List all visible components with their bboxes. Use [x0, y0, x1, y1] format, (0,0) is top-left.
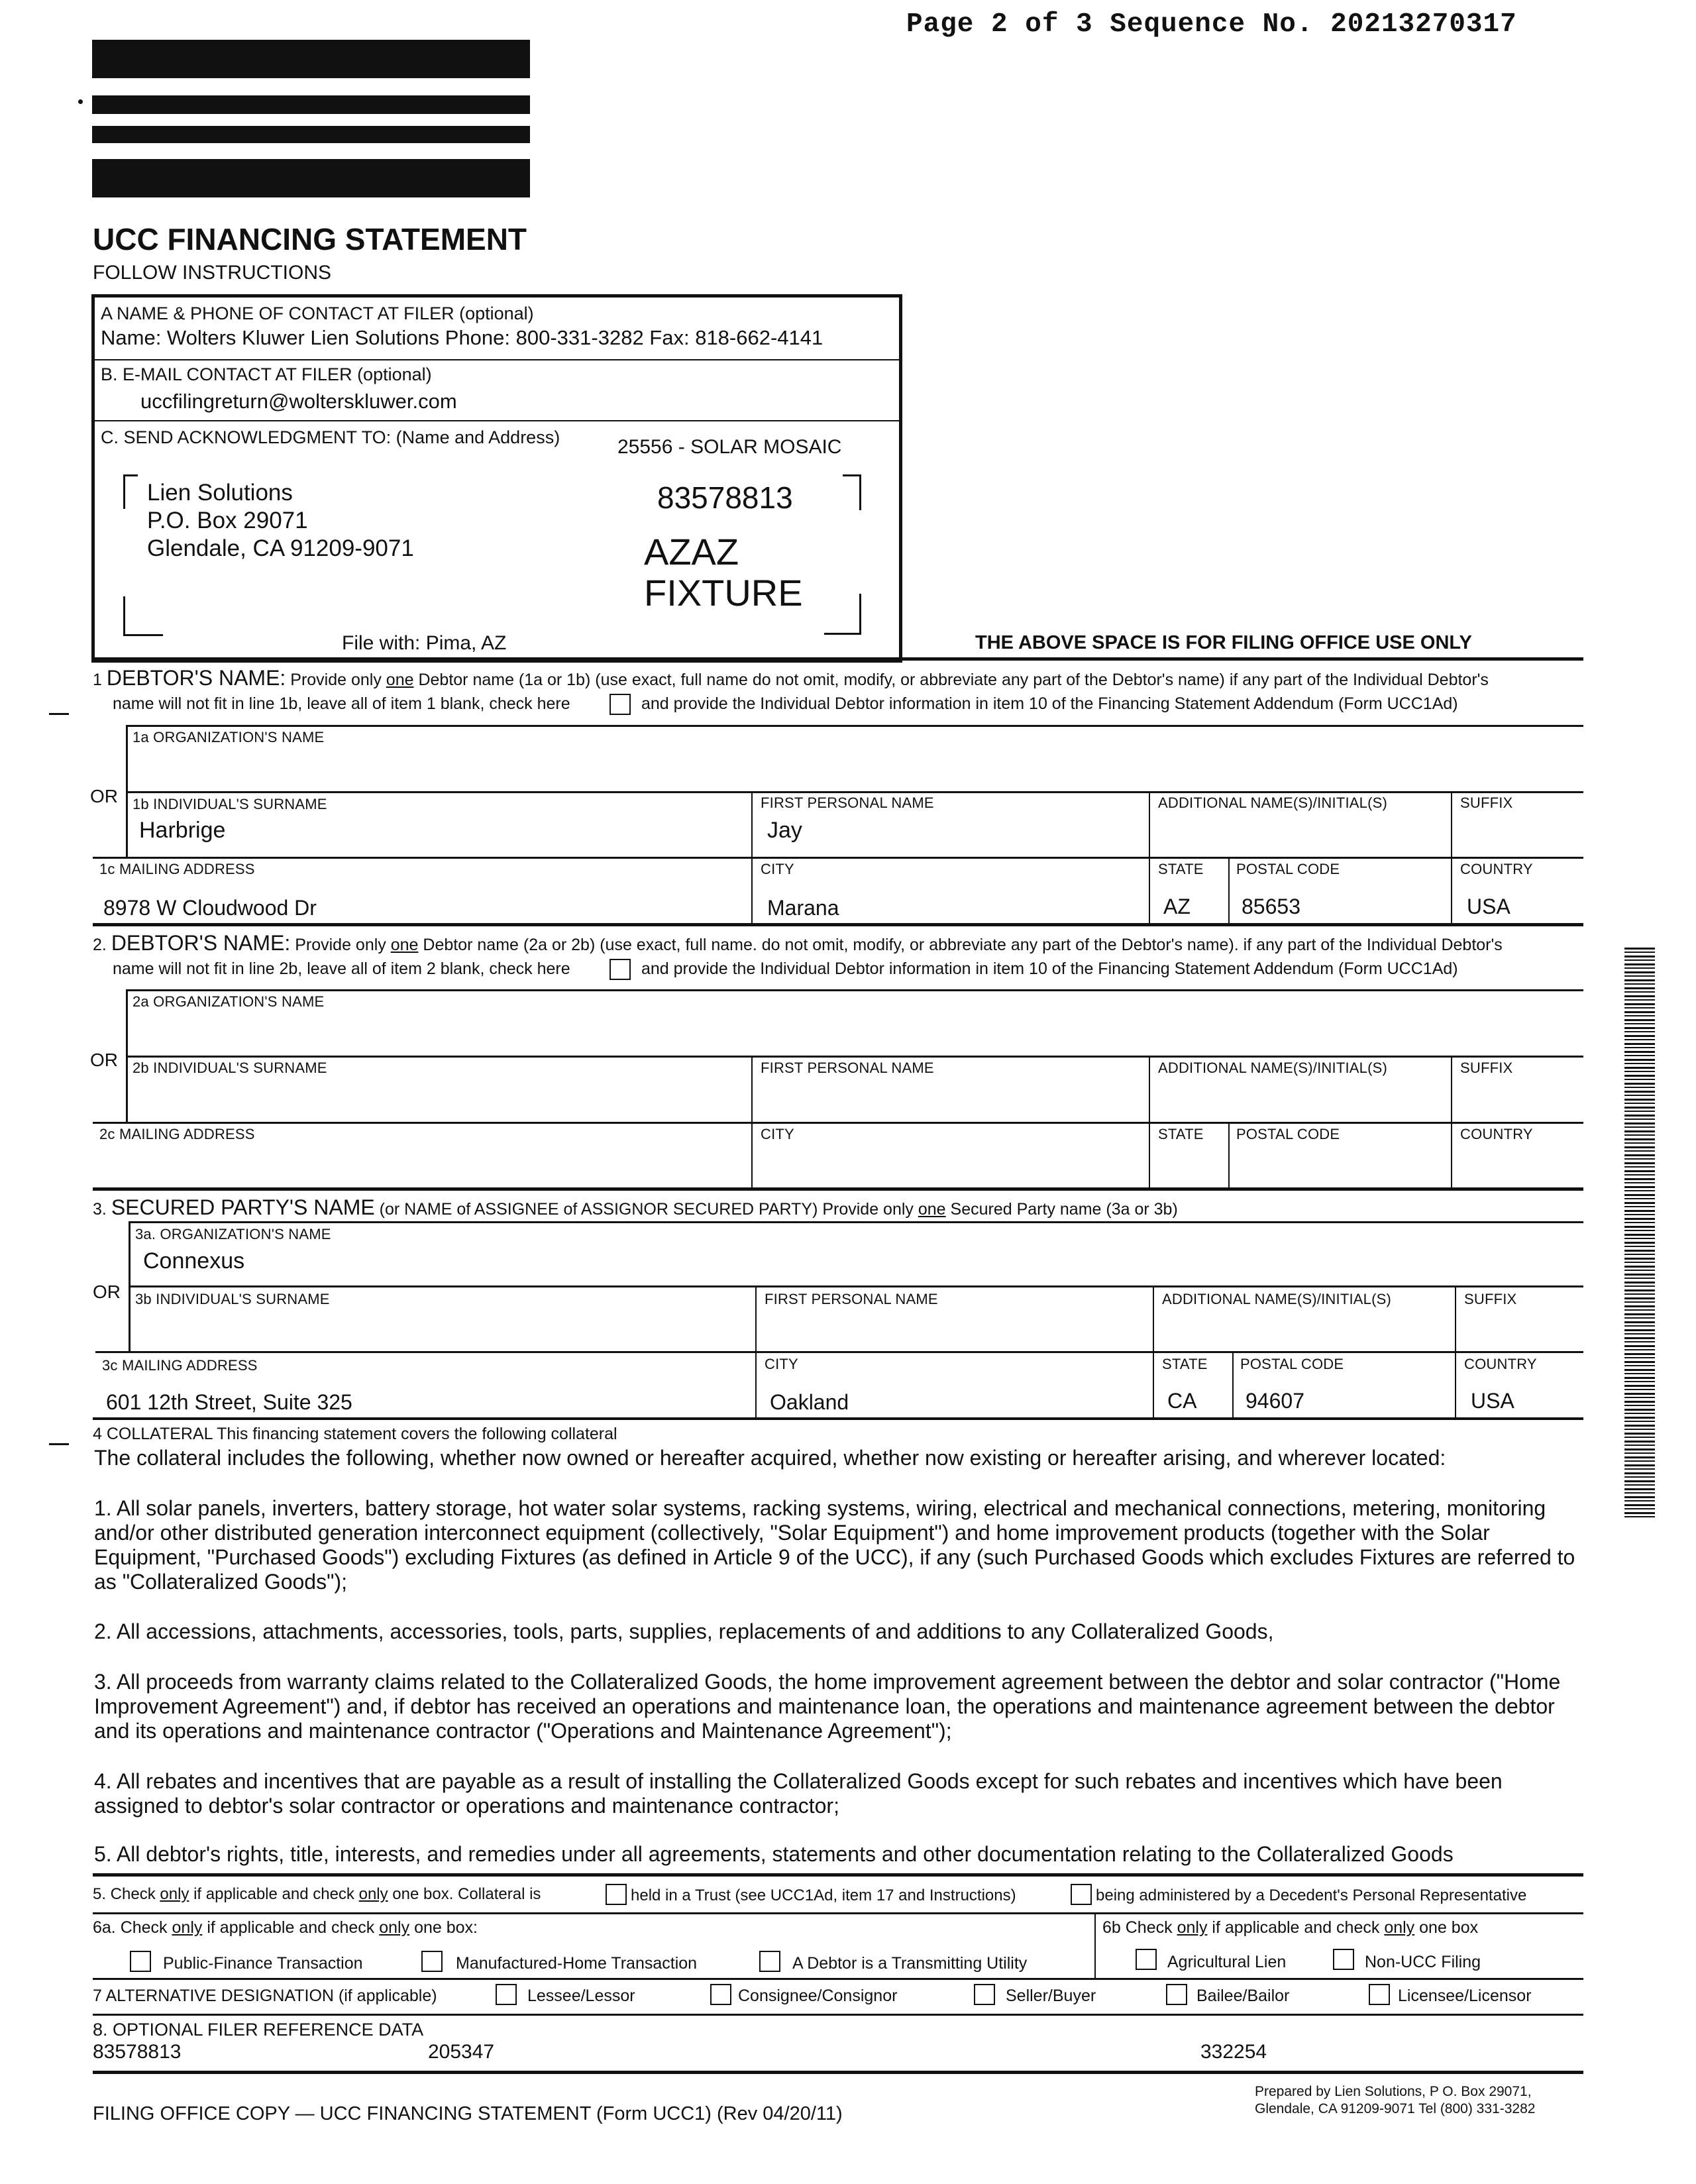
debtor1-mailing-address: 8978 W Cloudwood Dr	[103, 896, 317, 920]
debtor1-city: Marana	[767, 896, 839, 920]
follow-instructions: FOLLOW INSTRUCTIONS	[93, 262, 332, 284]
secured-postal-label: POSTAL CODE	[1240, 1356, 1344, 1372]
item5-decedent-checkbox[interactable]	[1071, 1884, 1092, 1905]
bailee-bailor-checkbox[interactable]	[1166, 1984, 1187, 2005]
debtor2-postal-label: POSTAL CODE	[1236, 1126, 1340, 1142]
filer-reference-value: 205347	[428, 2041, 495, 2063]
footer-form-id: FILING OFFICE COPY — UCC FINANCING STATEMENT (Form UCC1) (Rev 04/20/11)	[93, 2103, 843, 2124]
filing-office-note: THE ABOVE SPACE IS FOR FILING OFFICE USE ONLY	[975, 632, 1472, 653]
secured-city: Oakland	[770, 1390, 849, 1414]
secured-country: USA	[1471, 1389, 1514, 1413]
form-title: UCC FINANCING STATEMENT	[93, 222, 527, 256]
debtor1-city-label: CITY	[761, 861, 794, 877]
collateral-heading: 4 COLLATERAL This financing statement covers the following collateral	[93, 1425, 617, 1443]
transmitting-utility-checkbox[interactable]	[759, 1951, 780, 1972]
public-finance-label: Public-Finance Transaction	[163, 1954, 363, 1973]
secured-state: CA	[1167, 1389, 1197, 1413]
consignee-consignor-checkbox[interactable]	[710, 1984, 731, 2005]
bracket-bottom-right	[824, 594, 861, 635]
secured-surname-label: 3b INDIVIDUAL'S SURNAME	[135, 1291, 330, 1307]
item5-trust-checkbox[interactable]	[606, 1884, 627, 1905]
secured-org-name: Connexus	[143, 1248, 245, 1274]
item6b-text: 6b Check only if applicable and check only one box	[1102, 1918, 1479, 1937]
lessee-lessor-label: Lessee/Lessor	[527, 1987, 635, 2005]
collateral-item: 2. All accessions, attachments, accessories, tools, parts, supplies, replacements of and additions to any Collateralized Goods,	[94, 1619, 1274, 1643]
secured-addl-label: ADDITIONAL NAME(S)/INITIAL(S)	[1162, 1291, 1392, 1307]
debtor1-instructions-cont: and provide the Individual Debtor information in item 10 of the Financing Statement Addendum (Form UCC1Ad)	[641, 694, 1458, 713]
manufactured-home-checkbox[interactable]	[421, 1951, 443, 1972]
debtor1-instructions: name will not fit in line 1b, leave all of item 1 blank, check here	[113, 694, 570, 713]
redaction-bar	[92, 126, 530, 143]
debtor1-country: USA	[1467, 895, 1510, 918]
debtor1-individual-checkbox[interactable]	[610, 694, 631, 715]
debtor1-postal-label: POSTAL CODE	[1236, 861, 1340, 877]
item5-text: 5. Check only if applicable and check only one box. Collateral is	[93, 1885, 541, 1903]
secured-country-label: COUNTRY	[1464, 1356, 1537, 1372]
secured-first-label: FIRST PERSONAL NAME	[765, 1291, 938, 1307]
debtor2-heading: 2. DEBTOR'S NAME: Provide only one Debtor name (2a or 2b) (use exact, full name. do not omit, modify, or abbreviate any part of the Debtor's name). if any part of the Individual Debtor's	[93, 931, 1503, 955]
lessee-lessor-checkbox[interactable]	[496, 1984, 517, 2005]
debtor1-surname: Harbrige	[139, 818, 226, 843]
debtor1-first-label: FIRST PERSONAL NAME	[761, 794, 934, 811]
redaction-bar	[92, 95, 530, 114]
debtor2-state-label: STATE	[1158, 1126, 1204, 1142]
secured-mailing-address: 601 12th Street, Suite 325	[106, 1390, 352, 1414]
item5-decedent-label: being administered by a Decedent's Personal Representative	[1096, 1886, 1527, 1904]
secured-suffix-label: SUFFIX	[1464, 1291, 1517, 1307]
secured-heading: 3. SECURED PARTY'S NAME (or NAME of ASSIGNEE of ASSIGNOR SECURED PARTY) Provide only one Secured Party name (3a or 3b)	[93, 1195, 1178, 1219]
debtor2-city-label: CITY	[761, 1126, 794, 1142]
debtor2-org-label: 2a ORGANIZATION'S NAME	[132, 993, 325, 1010]
seller-buyer-checkbox[interactable]	[974, 1984, 995, 2005]
debtor2-instructions: name will not fit in line 2b, leave all of item 2 blank, check here	[113, 959, 570, 978]
file-with: File with: Pima, AZ	[342, 632, 507, 654]
filer-reference-value: 83578813	[93, 2041, 182, 2063]
item8-label: 8. OPTIONAL FILER REFERENCE DATA	[93, 2020, 424, 2040]
non-ucc-filing-checkbox[interactable]	[1333, 1949, 1354, 1970]
secured-org-label: 3a. ORGANIZATION'S NAME	[135, 1226, 331, 1242]
debtor1-org-label: 1a ORGANIZATION'S NAME	[132, 729, 325, 745]
agricultural-lien-label: Agricultural Lien	[1167, 1953, 1287, 1971]
collateral-item: 3. All proceeds from warranty claims related to the Collateralized Goods, the home improvement agreement between the debtor and solar contractor ("Home Improvement Agreement") and, if debtor has received an operations and maintenance loan, the operations and maintenance agreement between the debtor and its operations and maintenance contractor ("Operations and Maintenance Agreement");	[94, 1670, 1561, 1743]
or-label: OR	[90, 786, 118, 806]
bracket-top-right	[843, 474, 861, 510]
collateral-item: 4. All rebates and incentives that are payable as a result of installing the Collateralized Goods except for such rebates and incentives which have been assigned to debtor's solar contractor or operations and maintenance contractor;	[94, 1769, 1503, 1818]
debtor1-country-label: COUNTRY	[1460, 861, 1533, 877]
collateral-item: 5. All debtor's rights, title, interests, and remedies under all agreements, statements and other documentation relating to the Collateralized Goods	[94, 1842, 1454, 1866]
collateral-item: 1. All solar panels, inverters, battery storage, hot water solar systems, racking systems, wiring, electrical and mechanical connections, metering, monitoring and/or other distributed generation interconnect equipment (collectively, "Solar Equipment") and home improvement products (together with the Solar Equipment, "Purchased Goods") excluding Fixtures (as defined in Article 9 of the UCC), if any (such Purchased Goods which excludes Fixtures are referred to as "Collateralized Goods");	[94, 1496, 1575, 1594]
manufactured-home-label: Manufactured-Home Transaction	[456, 1954, 698, 1973]
debtor2-addl-label: ADDITIONAL NAME(S)/INITIAL(S)	[1158, 1060, 1388, 1076]
debtor1-state: AZ	[1163, 895, 1191, 918]
ack-address-line: Glendale, CA 91209-9071	[147, 535, 414, 561]
debtor1-postal-code: 85653	[1242, 895, 1300, 918]
scan-mark	[49, 713, 69, 715]
item7-label: 7 ALTERNATIVE DESIGNATION (if applicable)	[93, 1987, 437, 2005]
ack-address-line: Lien Solutions	[147, 480, 293, 506]
licensee-licensor-checkbox[interactable]	[1369, 1984, 1390, 2005]
debtor1-suffix-label: SUFFIX	[1460, 794, 1513, 811]
debtor1-first-name: Jay	[767, 818, 802, 843]
stamp-line: AZAZ	[644, 531, 739, 573]
debtor2-mailing-label: 2c MAILING ADDRESS	[99, 1126, 255, 1142]
stamp-line: FIXTURE	[644, 572, 803, 614]
item5-trust-label: held in a Trust (see UCC1Ad, item 17 and Instructions)	[631, 1886, 1016, 1904]
filer-contact-label: A NAME & PHONE OF CONTACT AT FILER (optional)	[101, 303, 534, 323]
non-ucc-filing-label: Non-UCC Filing	[1365, 1953, 1481, 1971]
public-finance-checkbox[interactable]	[130, 1951, 151, 1972]
debtor1-addl-label: ADDITIONAL NAME(S)/INITIAL(S)	[1158, 794, 1388, 811]
item6a-text: 6a. Check only if applicable and check only one box:	[93, 1918, 478, 1937]
bailee-bailor-label: Bailee/Bailor	[1196, 1987, 1290, 2005]
ack-label: C. SEND ACKNOWLEDGMENT TO: (Name and Address)	[101, 427, 560, 447]
redaction-bar	[92, 159, 530, 197]
secured-postal-code: 94607	[1246, 1389, 1304, 1413]
ack-ref-number: 83578813	[657, 480, 793, 515]
scan-speck	[78, 99, 83, 104]
secured-mailing-label: 3c MAILING ADDRESS	[102, 1357, 258, 1374]
filer-reference-value: 332254	[1200, 2041, 1267, 2063]
secured-city-label: CITY	[765, 1356, 798, 1372]
filer-contact-value: Name: Wolters Kluwer Lien Solutions Phone: 800-331-3282 Fax: 818-662-4141	[101, 326, 823, 349]
filer-email-value: uccfilingreturn@wolterskluwer.com	[140, 390, 457, 413]
debtor1-heading: 1 DEBTOR'S NAME: Provide only one Debtor name (1a or 1b) (use exact, full name do not omit, modify, or abbreviate any part of the Debtor's name) if any part of the Individual Debtor's	[93, 666, 1489, 690]
ack-code: 25556 - SOLAR MOSAIC	[617, 436, 842, 458]
redaction-bar	[92, 40, 530, 78]
barcode	[1624, 948, 1655, 1517]
debtor2-suffix-label: SUFFIX	[1460, 1060, 1513, 1076]
transmitting-utility-label: A Debtor is a Transmitting Utility	[792, 1954, 1028, 1973]
footer-prepared-by: Prepared by Lien Solutions, P O. Box 29071, Glendale, CA 91209-9071 Tel (800) 331-3282	[1255, 2084, 1536, 2116]
debtor1-mailing-label: 1c MAILING ADDRESS	[99, 861, 255, 877]
page-sequence-info: Page 2 of 3 Sequence No. 20213270317	[906, 9, 1517, 40]
collateral-intro: The collateral includes the following, whether now owned or hereafter acquired, whether now existing or hereafter arising, and wherever located:	[94, 1446, 1446, 1470]
consignee-consignor-label: Consignee/Consignor	[738, 1987, 898, 2005]
filer-email-label: B. E-MAIL CONTACT AT FILER (optional)	[101, 364, 432, 384]
licensee-licensor-label: Licensee/Licensor	[1398, 1987, 1532, 2005]
ack-address-line: P.O. Box 29071	[147, 508, 308, 533]
agricultural-lien-checkbox[interactable]	[1136, 1949, 1157, 1970]
bracket-top-left	[123, 474, 138, 509]
debtor1-state-label: STATE	[1158, 861, 1204, 877]
seller-buyer-label: Seller/Buyer	[1006, 1987, 1096, 2005]
secured-state-label: STATE	[1162, 1356, 1208, 1372]
debtor2-instructions-cont: and provide the Individual Debtor information in item 10 of the Financing Statement Addendum (Form UCC1Ad)	[641, 959, 1458, 978]
debtor2-surname-label: 2b INDIVIDUAL'S SURNAME	[132, 1060, 327, 1076]
bracket-bottom-left	[123, 596, 163, 636]
debtor2-country-label: COUNTRY	[1460, 1126, 1533, 1142]
debtor2-individual-checkbox[interactable]	[610, 959, 631, 980]
debtor2-first-label: FIRST PERSONAL NAME	[761, 1060, 934, 1076]
debtor1-surname-label: 1b INDIVIDUAL'S SURNAME	[132, 796, 327, 812]
or-label: OR	[90, 1050, 118, 1070]
or-label: OR	[93, 1282, 121, 1302]
scan-mark	[49, 1443, 69, 1445]
